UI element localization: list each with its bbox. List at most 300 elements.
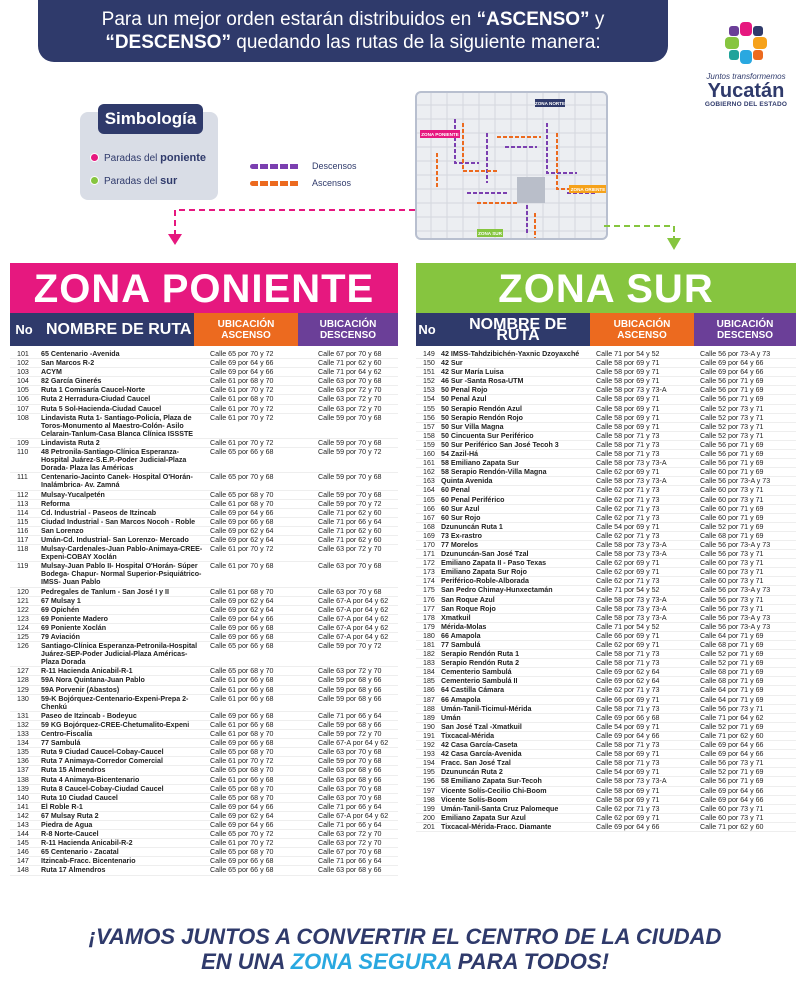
route-name: San Roque Rojo bbox=[441, 604, 496, 613]
route-number: 137 bbox=[17, 766, 29, 775]
sur-arrow-icon bbox=[600, 208, 690, 253]
city-map bbox=[415, 91, 608, 240]
descenso-location: Calle 59 por 70 y 68 bbox=[318, 473, 382, 482]
route-name: Ruta 7 Animaya-Corredor Comercial bbox=[41, 757, 163, 766]
table-row bbox=[10, 748, 398, 757]
ascenso-location: Calle 58 por 73 y 73-A bbox=[596, 604, 667, 613]
descenso-location: Calle 69 por 64 y 66 bbox=[700, 359, 764, 368]
ascenso-location: Calle 61 por 66 y 68 bbox=[210, 720, 274, 729]
col-descenso: UBICACIÓN DESCENSO bbox=[298, 313, 398, 346]
route-number: 162 bbox=[423, 468, 435, 477]
table-row bbox=[416, 350, 796, 359]
route-name: Serapio Rendón Ruta 2 bbox=[441, 659, 520, 668]
route-number: 174 bbox=[423, 577, 435, 586]
route-number: 180 bbox=[423, 631, 435, 640]
table-row bbox=[10, 606, 398, 615]
route-name: Quinta Avenida bbox=[441, 477, 493, 486]
route-name: 50 Serapio Rendón Rojo bbox=[441, 413, 523, 422]
descenso-location: Calle 52 por 73 y 71 bbox=[700, 404, 764, 413]
table-row bbox=[416, 386, 796, 395]
ascenso-location: Calle 65 por 70 y 72 bbox=[210, 350, 274, 358]
route-name: 65 Centenario -Avenida bbox=[41, 350, 120, 358]
descensos-line-icon bbox=[250, 164, 300, 169]
table-row bbox=[10, 794, 398, 803]
descenso-location: Calle 56 por 73 y 71 bbox=[700, 604, 764, 613]
descenso-location: Calle 69 por 64 y 66 bbox=[700, 795, 764, 804]
map-graphic bbox=[417, 93, 608, 240]
route-name: Serapio Rendón Ruta 1 bbox=[441, 650, 520, 659]
route-number: 147 bbox=[17, 857, 29, 866]
table-row bbox=[416, 505, 796, 514]
table-row bbox=[416, 696, 796, 705]
route-name: Umán bbox=[441, 713, 461, 722]
route-name: 58 Emiliano Zapata Sur bbox=[441, 459, 520, 468]
route-name: 59 KG Bojórquez-CREE-Chetumalito-Expeni bbox=[41, 720, 190, 729]
ascenso-location: Calle 69 por 66 y 68 bbox=[596, 713, 660, 722]
descenso-location: Calle 71 por 62 y 60 bbox=[700, 822, 764, 831]
ascenso-location: Calle 61 por 70 y 72 bbox=[210, 413, 274, 422]
table-row bbox=[416, 532, 796, 541]
legend-box bbox=[80, 109, 218, 200]
descenso-location: Calle 56 por 71 y 69 bbox=[700, 459, 764, 468]
route-number: 184 bbox=[423, 668, 435, 677]
table-row bbox=[416, 714, 796, 723]
ascenso-location: Calle 69 por 64 y 66 bbox=[596, 822, 660, 831]
route-number: 139 bbox=[17, 784, 29, 793]
descenso-location: Calle 59 por 70 y 68 bbox=[318, 757, 382, 766]
header-banner bbox=[38, 0, 668, 62]
route-name: 46 Sur -Santa Rosa-UTM bbox=[441, 377, 524, 386]
route-name: Pedregales de Tanlum - San José I y II bbox=[41, 587, 169, 596]
table-row bbox=[10, 848, 398, 857]
descenso-location: Calle 69 por 64 y 66 bbox=[700, 750, 764, 759]
descenso-location: Calle 60 por 73 y 71 bbox=[700, 577, 764, 586]
table-row bbox=[416, 523, 796, 532]
col-descenso: UBICACIÓN DESCENSO bbox=[694, 313, 796, 346]
descenso-location: Calle 56 por 73 y 71 bbox=[700, 595, 764, 604]
descenso-location: Calle 63 por 70 y 68 bbox=[318, 377, 382, 386]
ascenso-location: Calle 58 por 73 y 73-A bbox=[596, 540, 667, 549]
route-number: 150 bbox=[423, 359, 435, 368]
route-name: Mérida-Molas bbox=[441, 622, 487, 631]
ascenso-location: Calle 58 por 69 y 71 bbox=[596, 422, 660, 431]
route-name: Periférico-Roble-Alborada bbox=[441, 577, 529, 586]
map-zona-oriente: ZONA ORIENTE bbox=[570, 187, 606, 193]
descenso-location: Calle 56 por 71 y 69 bbox=[700, 377, 764, 386]
descenso-location: Calle 67-A por 64 y 62 bbox=[318, 633, 389, 641]
table-row bbox=[10, 757, 398, 766]
ascenso-location: Calle 69 por 62 y 64 bbox=[210, 811, 274, 820]
descenso-location: Calle 60 por 71 y 69 bbox=[700, 504, 764, 513]
descenso-location: Calle 63 por 68 y 66 bbox=[318, 866, 382, 875]
ascenso-location: Calle 61 por 70 y 72 bbox=[210, 545, 274, 554]
route-name: 69 Opichén bbox=[41, 605, 80, 614]
route-number: 152 bbox=[423, 377, 435, 386]
ascenso-location: Calle 61 por 68 y 70 bbox=[210, 587, 274, 596]
descenso-location: Calle 71 por 62 y 60 bbox=[318, 535, 382, 544]
ascenso-location: Calle 69 por 62 y 64 bbox=[596, 668, 660, 677]
descenso-location: Calle 56 por 73-A y 73 bbox=[700, 477, 771, 486]
route-number: 181 bbox=[423, 641, 435, 649]
ascenso-location: Calle 71 por 54 y 52 bbox=[596, 622, 660, 631]
table-row bbox=[10, 785, 398, 794]
descenso-location: Calle 56 por 73-A y 73 bbox=[700, 586, 771, 595]
ascenso-location: Calle 61 por 70 y 72 bbox=[210, 386, 274, 395]
ascenso-location: Calle 65 por 68 y 70 bbox=[210, 748, 274, 757]
descenso-location: Calle 71 por 66 y 64 bbox=[318, 820, 382, 829]
table-row bbox=[10, 686, 398, 695]
table-row bbox=[416, 777, 796, 786]
table-row bbox=[416, 377, 796, 386]
route-number: 158 bbox=[423, 431, 435, 440]
route-number: 129 bbox=[17, 685, 29, 694]
route-number: 120 bbox=[17, 587, 29, 596]
route-number: 164 bbox=[423, 486, 435, 495]
route-number: 102 bbox=[17, 359, 29, 368]
yucatan-emblem-icon bbox=[723, 20, 769, 66]
table-row bbox=[416, 632, 796, 641]
table-row bbox=[10, 667, 398, 676]
route-number: 136 bbox=[17, 757, 29, 766]
col-ascenso: UBICACIÓN ASCENSO bbox=[590, 313, 694, 346]
route-number: 148 bbox=[17, 866, 29, 875]
ascenso-location: Calle 71 por 54 y 52 bbox=[596, 350, 660, 358]
descenso-location: Calle 67-A por 64 y 62 bbox=[318, 623, 389, 632]
table-row bbox=[416, 759, 796, 768]
route-number: 146 bbox=[17, 848, 29, 857]
route-name: 50 Sur Villa Magna bbox=[441, 422, 504, 431]
route-number: 121 bbox=[17, 596, 29, 605]
ascenso-location: Calle 61 por 70 y 72 bbox=[210, 757, 274, 766]
ascenso-location: Calle 58 por 73 y 73-A bbox=[596, 550, 667, 559]
ascenso-location: Calle 58 por 69 y 71 bbox=[596, 395, 660, 404]
table-row bbox=[10, 439, 398, 448]
route-number: 196 bbox=[423, 777, 435, 786]
route-name: Emiliano Zapata II - Paso Texas bbox=[441, 559, 547, 568]
route-number: 103 bbox=[17, 368, 29, 377]
ascenso-location: Calle 65 por 68 y 70 bbox=[210, 784, 274, 793]
descenso-location: Calle 59 por 68 y 66 bbox=[318, 676, 382, 685]
route-name: 69 Poniente Xoclán bbox=[41, 623, 107, 632]
descenso-location: Calle 67-A por 64 y 62 bbox=[318, 739, 389, 748]
route-name: 59A Porvenir (Abastos) bbox=[41, 685, 120, 694]
ascenso-location: Calle 61 por 66 y 68 bbox=[210, 694, 274, 703]
table-row bbox=[416, 395, 796, 404]
ascenso-location: Calle 65 por 66 y 68 bbox=[210, 642, 274, 651]
descenso-location: Calle 71 por 66 y 64 bbox=[318, 517, 382, 526]
route-name: 64 Castilla Cámara bbox=[441, 686, 505, 695]
route-name: R-8 Norte-Caucel bbox=[41, 830, 99, 839]
table-row bbox=[10, 473, 398, 490]
ascenso-location: Calle 54 por 69 y 71 bbox=[596, 768, 660, 777]
route-name: 59A Nora Quintana-Juan Pablo bbox=[41, 676, 145, 685]
ascenso-location: Calle 58 por 73 y 73-A bbox=[596, 459, 667, 468]
route-name: San Marcos R-2 bbox=[41, 359, 95, 368]
ascenso-location: Calle 62 por 71 y 73 bbox=[596, 504, 660, 513]
descenso-location: Calle 56 por 71 y 69 bbox=[700, 395, 764, 404]
descenso-location: Calle 69 por 64 y 66 bbox=[700, 786, 764, 795]
route-name: Ruta 4 Animaya-Bicentenario bbox=[41, 775, 140, 784]
route-number: 153 bbox=[423, 386, 435, 395]
descenso-location: Calle 71 por 66 y 64 bbox=[318, 802, 382, 811]
descenso-location: Calle 67-A por 64 y 62 bbox=[318, 811, 389, 820]
table-row bbox=[416, 541, 796, 550]
route-number: 143 bbox=[17, 820, 29, 829]
descenso-keyword: “DESCENSO” bbox=[105, 32, 231, 53]
descenso-location: Calle 56 por 73-A y 73 bbox=[700, 622, 771, 631]
route-number: 187 bbox=[423, 695, 435, 704]
table-row bbox=[416, 723, 796, 732]
table-row bbox=[10, 730, 398, 739]
route-name: 77 Morelos bbox=[441, 540, 479, 549]
descenso-location: Calle 63 por 68 y 66 bbox=[318, 775, 382, 784]
ascenso-location: Calle 58 por 71 y 73 bbox=[596, 704, 660, 713]
ascenso-location: Calle 69 por 66 y 68 bbox=[210, 857, 274, 866]
ascenso-location: Calle 69 por 66 y 68 bbox=[210, 711, 274, 720]
route-number: 170 bbox=[423, 540, 435, 549]
table-row bbox=[10, 633, 398, 642]
route-name: 77 Sambulá bbox=[441, 641, 481, 649]
descenso-location: Calle 63 por 72 y 70 bbox=[318, 830, 382, 839]
route-number: 198 bbox=[423, 795, 435, 804]
route-name: Ruta 5 Sol-Hacienda-Ciudad Caucel bbox=[41, 404, 162, 413]
ascenso-location: Calle 58 por 69 y 71 bbox=[596, 377, 660, 386]
descenso-location: Calle 59 por 68 y 66 bbox=[318, 720, 382, 729]
route-name: 82 García Ginerés bbox=[41, 377, 102, 386]
route-number: 161 bbox=[423, 459, 435, 468]
ascenso-location: Calle 69 por 64 y 66 bbox=[210, 508, 274, 517]
descenso-location: Calle 71 por 62 y 60 bbox=[700, 731, 764, 740]
route-number: 118 bbox=[17, 545, 29, 554]
route-number: 179 bbox=[423, 622, 435, 631]
route-name: Vicente Solís-Cecilio Chi-Boom bbox=[441, 786, 547, 795]
table-row bbox=[416, 477, 796, 486]
table-row bbox=[416, 686, 796, 695]
table-row bbox=[416, 614, 796, 623]
ascenso-location: Calle 65 por 68 y 70 bbox=[210, 766, 274, 775]
ascenso-location: Calle 69 por 62 y 64 bbox=[596, 677, 660, 686]
route-name: Tixcacal-Mérida bbox=[441, 731, 495, 740]
table-row bbox=[416, 514, 796, 523]
descenso-location: Calle 68 por 71 y 69 bbox=[700, 668, 764, 677]
route-name: Umán-Tanil-Santa Cruz Palomeque bbox=[441, 804, 559, 813]
route-number: 116 bbox=[17, 526, 29, 535]
table-row bbox=[416, 359, 796, 368]
ascenso-location: Calle 61 por 68 y 70 bbox=[210, 377, 274, 386]
route-name: R-11 Hacienda Anicabil-R-1 bbox=[41, 667, 133, 676]
ascenso-location: Calle 61 por 66 y 68 bbox=[210, 775, 274, 784]
table-row bbox=[416, 468, 796, 477]
route-number: 115 bbox=[17, 517, 29, 526]
table-row bbox=[10, 597, 398, 606]
table-row bbox=[10, 830, 398, 839]
route-number: 201 bbox=[423, 822, 435, 831]
route-number: 163 bbox=[423, 477, 435, 486]
descenso-location: Calle 56 por 71 y 69 bbox=[700, 386, 764, 395]
logo-name: Yucatán bbox=[707, 80, 785, 102]
route-name: Itzincab-Fracc. Bicentenario bbox=[41, 857, 136, 866]
descenso-location: Calle 56 por 71 y 69 bbox=[700, 777, 764, 786]
route-name: 60 Sur Azul bbox=[441, 504, 480, 513]
zona-poniente-title: ZONA PONIENTE bbox=[10, 263, 398, 313]
table-row bbox=[416, 677, 796, 686]
descenso-location: Calle 63 por 72 y 70 bbox=[318, 395, 382, 404]
table-row bbox=[416, 623, 796, 632]
col-no: No bbox=[10, 313, 38, 346]
descenso-location: Calle 52 por 71 y 69 bbox=[700, 650, 764, 659]
route-name: 60 Penal bbox=[441, 486, 470, 495]
route-name: 48 Petronila-Santiago-Clínica Esperanza-Hospital Juárez-S.E.P.-Poder Judicial-Plaza Dorada- Plaza las Américas bbox=[41, 448, 187, 473]
ascenso-location: Calle 62 por 69 y 71 bbox=[596, 813, 660, 822]
descenso-location: Calle 52 por 71 y 69 bbox=[700, 522, 764, 531]
poniente-arrow-icon bbox=[165, 200, 425, 250]
route-name: 66 Amapola bbox=[441, 695, 481, 704]
table-row bbox=[416, 668, 796, 677]
route-name: 42 IMSS-Tahdzibichén-Yaxnic Dzoyaxché bbox=[441, 350, 580, 358]
ascenso-location: Calle 66 por 69 y 71 bbox=[596, 695, 660, 704]
table-row bbox=[10, 509, 398, 518]
route-name: Umán-Cd. Industrial- San Lorenzo- Mercado bbox=[41, 535, 189, 544]
table-row bbox=[416, 559, 796, 568]
route-name: Centenario-Jacinto Canek- Hospital O'Horán-Inalámbrica- Av. Zamná bbox=[41, 473, 193, 490]
route-name: Fracc. San José Tzal bbox=[441, 759, 511, 768]
descenso-location: Calle 56 por 73 y 71 bbox=[700, 550, 764, 559]
route-number: 106 bbox=[17, 395, 29, 404]
table-row bbox=[10, 739, 398, 748]
route-number: 123 bbox=[17, 614, 29, 623]
table-row bbox=[10, 712, 398, 721]
table-row bbox=[10, 518, 398, 527]
route-name: Tixcacal-Mérida-Fracc. Diamante bbox=[441, 822, 552, 831]
route-number: 185 bbox=[423, 677, 435, 686]
ascenso-location: Calle 66 por 69 y 71 bbox=[596, 631, 660, 640]
route-number: 177 bbox=[423, 604, 435, 613]
table-row bbox=[10, 839, 398, 848]
table-row bbox=[10, 414, 398, 439]
ascenso-location: Calle 69 por 66 y 68 bbox=[210, 517, 274, 526]
table-row bbox=[416, 450, 796, 459]
descenso-location: Calle 59 por 70 y 72 bbox=[318, 499, 382, 508]
table-row bbox=[10, 405, 398, 414]
table-row bbox=[10, 536, 398, 545]
route-name: Reforma bbox=[41, 499, 70, 508]
ascenso-location: Calle 61 por 70 y 68 bbox=[210, 562, 274, 571]
ascensos-line-icon bbox=[250, 181, 300, 186]
route-name: 42 Casa García-Avenida bbox=[441, 750, 522, 759]
route-name: 77 Sambulá bbox=[41, 739, 81, 748]
route-number: 195 bbox=[423, 768, 435, 777]
table-row bbox=[416, 768, 796, 777]
table-row bbox=[10, 562, 398, 587]
route-number: 130 bbox=[17, 694, 29, 703]
table-row bbox=[416, 550, 796, 559]
map-zona-poniente: ZONA PONIENTE bbox=[421, 132, 459, 138]
route-number: 107 bbox=[17, 404, 29, 413]
descenso-location: Calle 71 por 66 y 64 bbox=[318, 711, 382, 720]
descenso-location: Calle 71 por 62 y 60 bbox=[318, 508, 382, 517]
route-name: San José Tzal -Xmatkuil bbox=[441, 722, 522, 731]
route-name: Piedra de Agua bbox=[41, 820, 93, 829]
table-row bbox=[10, 491, 398, 500]
table-row bbox=[416, 414, 796, 423]
table-row bbox=[10, 588, 398, 597]
route-name: 42 Sur bbox=[441, 359, 463, 368]
ascenso-location: Calle 58 por 73 y 73-A bbox=[596, 613, 667, 622]
ascenso-location: Calle 69 por 64 y 66 bbox=[210, 368, 274, 377]
ascenso-location: Calle 62 por 71 y 73 bbox=[596, 531, 660, 540]
table-row bbox=[416, 750, 796, 759]
table-row bbox=[10, 803, 398, 812]
legend-title: Simbología bbox=[98, 104, 203, 134]
ascenso-location: Calle 65 por 70 y 68 bbox=[210, 473, 274, 482]
ascenso-location: Calle 61 por 68 y 70 bbox=[210, 499, 274, 508]
route-name: 73 Ex-rastro bbox=[441, 531, 483, 540]
route-number: 200 bbox=[423, 813, 435, 822]
route-number: 199 bbox=[423, 804, 435, 813]
map-zona-norte: ZONA NORTE bbox=[534, 101, 566, 107]
route-name: Ruta 10 Ciudad Caucel bbox=[41, 793, 118, 802]
ascensos-label: Ascensos bbox=[312, 178, 352, 188]
table-row bbox=[10, 857, 398, 866]
route-name: Mulsay-Juan Pablo II- Hospital O'Horán- Súper Bodega- Chapur- Normal Superior-Psiquiátrico- IMSS- Juan Pablo bbox=[41, 562, 202, 587]
descenso-location: Calle 60 por 73 y 71 bbox=[700, 486, 764, 495]
route-number: 191 bbox=[423, 731, 435, 740]
descenso-location: Calle 69 por 64 y 66 bbox=[700, 368, 764, 377]
route-number: 109 bbox=[17, 438, 29, 447]
route-number: 154 bbox=[423, 395, 435, 404]
descenso-location: Calle 59 por 70 y 72 bbox=[318, 448, 382, 457]
table-row bbox=[10, 377, 398, 386]
route-name: Cd. Industrial - Paseos de Itzincab bbox=[41, 508, 157, 517]
table-row bbox=[10, 448, 398, 473]
route-number: 124 bbox=[17, 623, 29, 632]
ascenso-location: Calle 69 por 62 y 64 bbox=[210, 596, 274, 605]
route-number: 119 bbox=[17, 562, 29, 571]
descenso-location: Calle 59 por 70 y 72 bbox=[318, 642, 382, 651]
route-number: 192 bbox=[423, 741, 435, 750]
route-name: Lindavista Ruta 2 bbox=[41, 438, 100, 447]
descenso-location: Calle 67-A por 64 y 62 bbox=[318, 605, 389, 614]
route-number: 127 bbox=[17, 667, 29, 676]
route-number: 155 bbox=[423, 404, 435, 413]
descenso-location: Calle 59 por 70 y 68 bbox=[318, 438, 382, 447]
route-number: 128 bbox=[17, 676, 29, 685]
route-number: 122 bbox=[17, 605, 29, 614]
table-row bbox=[10, 527, 398, 536]
footer-slogan bbox=[0, 924, 810, 974]
descenso-location: Calle 71 por 62 y 60 bbox=[318, 359, 382, 368]
descenso-location: Calle 56 por 71 y 69 bbox=[700, 450, 764, 459]
route-name: Paseo de Itzincab - Bodeyuc bbox=[41, 711, 137, 720]
route-number: 142 bbox=[17, 811, 29, 820]
header-line-1: Para un mejor orden estarán distribuidos en “ASCENSO” y bbox=[101, 9, 605, 30]
ascenso-location: Calle 58 por 73 y 73-A bbox=[596, 595, 667, 604]
route-number: 149 bbox=[423, 350, 435, 358]
descenso-location: Calle 60 por 73 y 71 bbox=[700, 804, 764, 813]
route-name: San Lorenzo bbox=[41, 526, 84, 535]
route-number: 194 bbox=[423, 759, 435, 768]
route-name: 42 Casa García-Caseta bbox=[441, 741, 518, 750]
table-row bbox=[416, 577, 796, 586]
table-row bbox=[10, 615, 398, 624]
route-number: 131 bbox=[17, 711, 29, 720]
descenso-location: Calle 63 por 72 y 70 bbox=[318, 667, 382, 676]
ascenso-location: Calle 69 por 62 y 64 bbox=[210, 605, 274, 614]
ascenso-location: Calle 69 por 66 y 68 bbox=[210, 633, 274, 641]
route-name: 54 Zazil-Há bbox=[441, 450, 479, 459]
ascenso-location: Calle 69 por 62 y 64 bbox=[210, 535, 274, 544]
route-name: Vicente Solís-Boom bbox=[441, 795, 508, 804]
